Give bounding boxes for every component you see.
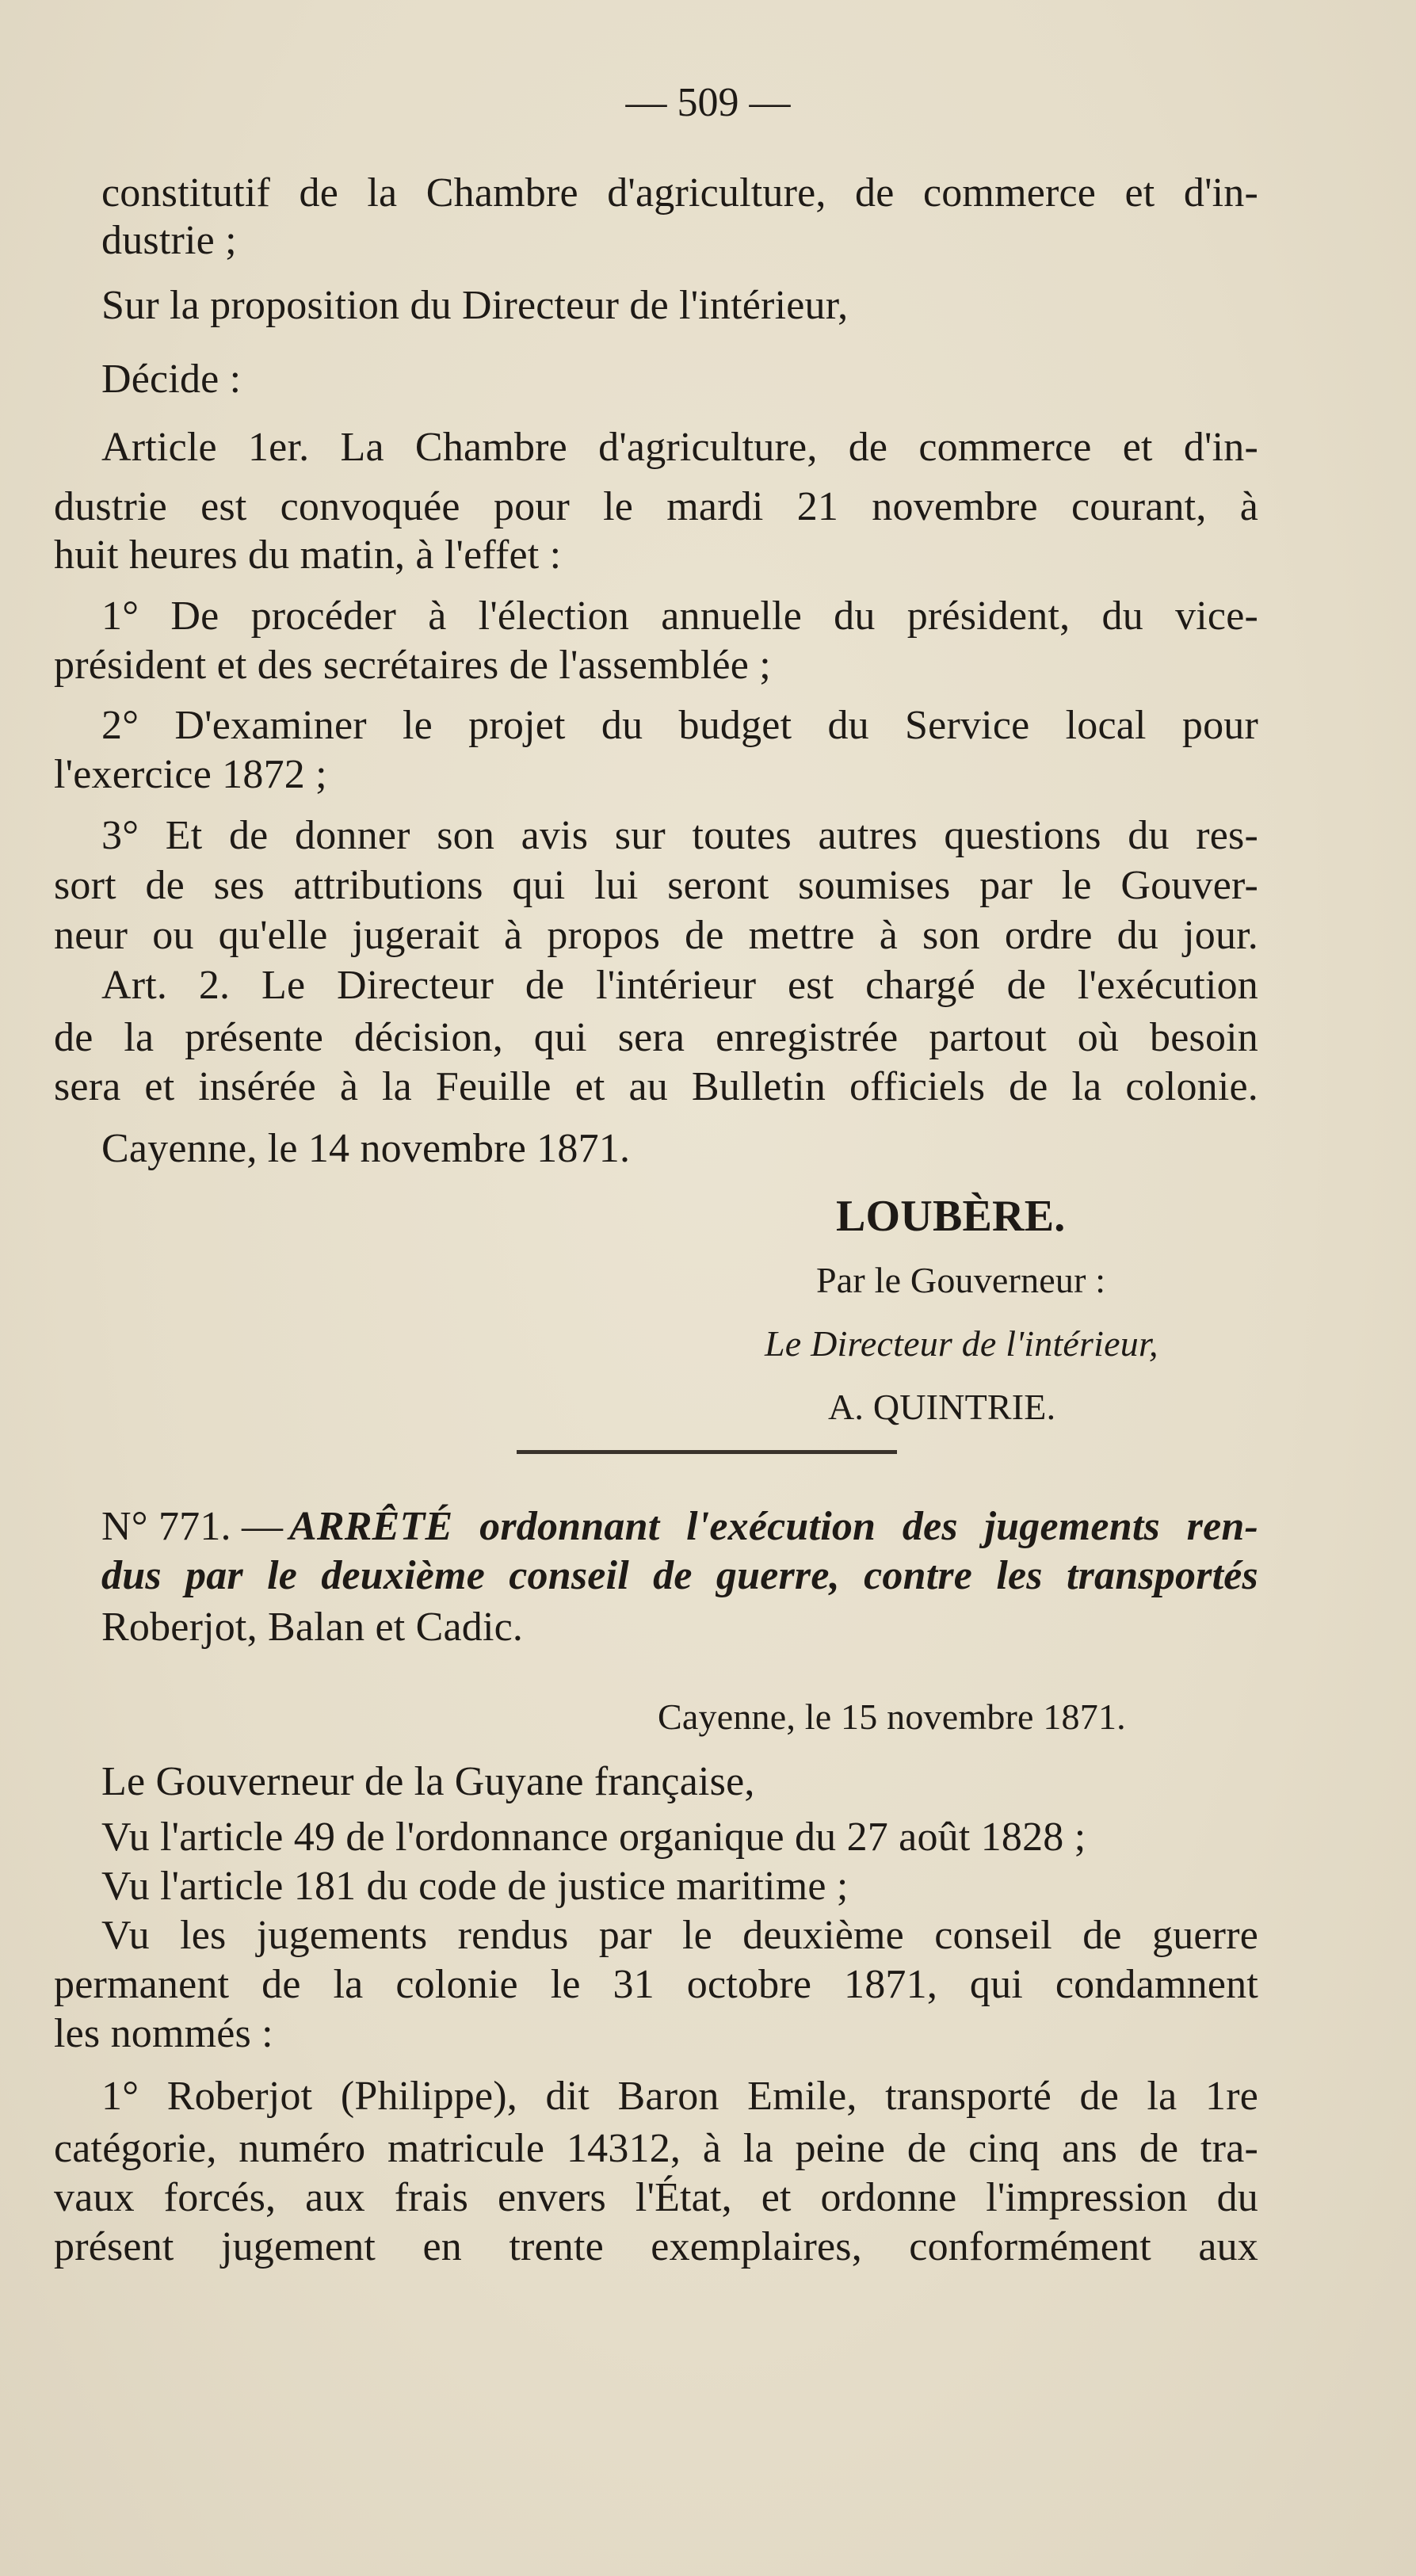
text-line: sera et insérée à la Feuille et au Bulletin officiels de la colonie.	[54, 1064, 1258, 1109]
text-line: Sur la proposition du Directeur de l'intérieur,	[101, 283, 849, 328]
text-line: permanent de la colonie le 31 octobre 1871, qui condamnent	[54, 1962, 1258, 2007]
text-line: Vu l'article 49 de l'ordonnance organique du 27 août 1828 ;	[101, 1815, 1086, 1860]
section-divider	[517, 1450, 897, 1454]
text-line: vaux forcés, aux frais envers l'État, et ordonne l'impression du	[54, 2175, 1258, 2220]
governor-line: Le Gouverneur de la Guyane française,	[101, 1759, 755, 1804]
text-line: constitutif de la Chambre d'agriculture, de commerce et d'in-	[101, 170, 1258, 216]
decree-heading: ARRÊTÉ ordonnant l'exécution des jugements ren-	[289, 1504, 1258, 1549]
text-line: Vu l'article 181 du code de justice maritime ;	[101, 1864, 849, 1909]
text-line: président et des secrétaires de l'assemblée ;	[54, 643, 771, 688]
text-line: catégorie, numéro matricule 14312, à la peine de cinq ans de tra-	[54, 2126, 1258, 2171]
page-number: — 509 —	[625, 80, 791, 125]
text-line: les nommés :	[54, 2011, 273, 2056]
text-line: neur ou qu'elle jugerait à propos de mettre à son ordre du jour.	[54, 913, 1258, 958]
text-line: 1° De procéder à l'élection annuelle du président, du vice-	[101, 593, 1258, 639]
signature-official: A. QUINTRIE.	[828, 1387, 1056, 1427]
signature-title: Le Directeur de l'intérieur,	[765, 1323, 1158, 1364]
text-line: dustrie ;	[101, 218, 237, 263]
text-line: de la présente décision, qui sera enregistrée partout où besoin	[54, 1015, 1258, 1060]
text-line: 2° D'examiner le projet du budget du Service local pour	[101, 703, 1258, 748]
decree-dateline: Cayenne, le 15 novembre 1871.	[658, 1696, 1126, 1737]
decree-heading: dus par le deuxième conseil de guerre, contre les transportés	[101, 1553, 1258, 1598]
text-line: sort de ses attributions qui lui seront soumises par le Gouver-	[54, 863, 1258, 908]
text-line: huit heures du matin, à l'effet :	[54, 532, 562, 578]
text-line: 1° Roberjot (Philippe), dit Baron Emile, transporté de la 1re	[101, 2074, 1258, 2119]
text-line: l'exercice 1872 ;	[54, 752, 327, 797]
text-line: Vu les jugements rendus par le deuxième conseil de guerre	[101, 1913, 1258, 1958]
decree-number: N° 771. —	[101, 1504, 284, 1549]
text-line: 3° Et de donner son avis sur toutes autres questions du res-	[101, 813, 1258, 858]
dateline: Cayenne, le 14 novembre 1871.	[101, 1126, 631, 1171]
text-line: présent jugement en trente exemplaires, conformément aux	[54, 2224, 1258, 2269]
text-line: dustrie est convoquée pour le mardi 21 novembre courant, à	[54, 484, 1258, 529]
signature-name: LOUBÈRE.	[836, 1192, 1066, 1241]
signature-by: Par le Gouverneur :	[816, 1260, 1106, 1300]
text-line: Art. 2. Le Directeur de l'intérieur est chargé de l'exécution	[101, 963, 1258, 1008]
decree-heading: Roberjot, Balan et Cadic.	[101, 1605, 524, 1650]
text-line: Article 1er. La Chambre d'agriculture, de commerce et d'in-	[101, 425, 1258, 470]
decide-label: Décide :	[101, 357, 242, 402]
